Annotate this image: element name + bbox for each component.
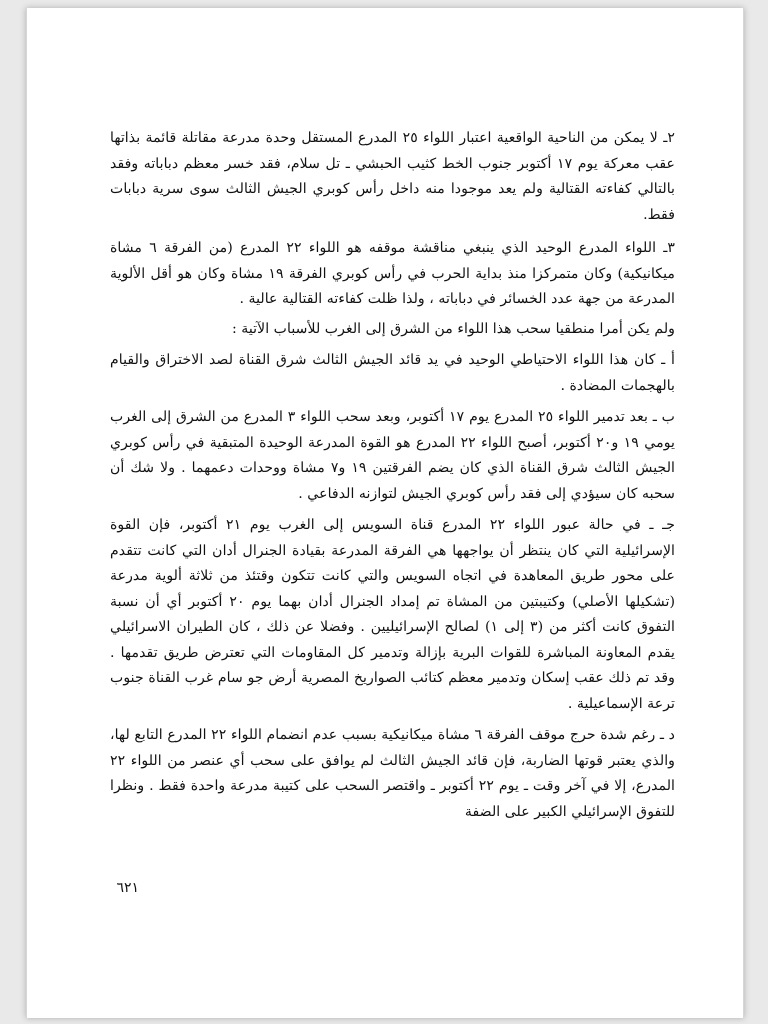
paragraph-reason-a: أ ـ كان هذا اللواء الاحتياطي الوحيد في يد قائد الجيش الثالث شرق القناة لصد الاختراق والقيام بالهجمات المضادة . [110, 352, 675, 394]
body-text [110, 126, 675, 829]
paragraph-point-2: ٢ـ لا يمكن من الناحية الواقعية اعتبار اللواء ٢٥ المدرع المستقل وحدة مدرعة مقاتلة قائمة بذاتها عقب معركة يوم ١٧ أكتوبر جنوب الخط كثيب الحبشي ـ تل سلام، فقد خسر معظم دباباته وفقد بالتالي كفاءته القتالية ولم يعد موجودا منه داخل رأس كوبري الجيش الثالث سوى سرية دبابات فقط. [110, 130, 675, 223]
paragraph-reason-d: د ـ رغم شدة حرج موقف الفرقة ٦ مشاة ميكانيكية بسبب عدم انضمام اللواء ٢٢ المدرع التابع لها، والذي يعتبر قوتها الضاربة، فإن قائد الجيش الثالث لم يوافق على سحب أي عنصر من اللواء ٢٢ المدرع، إلا في آخر وقت ـ يوم ٢٢ أكتوبر ـ واقتصر السحب على كتيبة مدرعة واحدة فقط . ونظرا للتفوق الإسرائيلي الكبير على الضفة [110, 727, 675, 820]
paragraph-reason-c: جـ ـ في حالة عبور اللواء ٢٢ المدرع قناة السويس إلى الغرب يوم ٢١ أكتوبر، فإن القوة الإسرائيلية التي كان ينتظر أن يواجهها هي الفرقة المدرعة بقيادة الجنرال أدان التي كانت تتقدم على محور طريق المعاهدة في اتجاه السويس والتي كانت تتكون وقتئذ من ثلاثة ألوية مدرعة (تشكيلها الأصلي) وكتيبتين من المشاة تم إمداد الجنرال أدان بهما يوم ٢٠ أكتوبر أي أن نسبة التفوق كانت أكثر من (٣ إلى ١) لصالح الإسرائيليين . وفضلا عن ذلك ، كان الطيران الاسرائيلي يقدم المعاونة المباشرة للقوات البرية بإزالة وتدمير كل المقاومات التي تعترض طريق تقدمها . وقد تم ذلك عقب إسكان وتدمير معظم كتائب الصواريخ المصرية أرض جو سام غرب القناة جنوب ترعة الإسماعيلية . [110, 517, 676, 712]
document-page [26, 8, 744, 1018]
paragraph-reasons-intro: ولم يكن أمرا منطقيا سحب هذا اللواء من الشرق إلى الغرب للأسباب الآتية : [231, 320, 675, 337]
page-number: ٦٢١ [116, 880, 139, 896]
paragraph-point-3: ٣ـ اللواء المدرع الوحيد الذي ينبغي مناقشة موقفه هو اللواء ٢٢ المدرع (من الفرقة ٦ مشاة ميكانيكية) وكان متمركزا منذ بداية الحرب في رأس كوبري الفرقة ١٩ مشاة وكان هو أقل الألوية المدرعة من جهة عدد الخسائر في دباباته ، ولذا ظلت كفاءته القتالية عالية . [110, 240, 675, 307]
paragraph-reason-b: ب ـ بعد تدمير اللواء ٢٥ المدرع يوم ١٧ أكتوبر، وبعد سحب اللواء ٣ المدرع من الشرق إلى الغرب يومي ١٩ و٢٠ أكتوبر، أصبح اللواء ٢٢ المدرع هو القوة المدرعة الوحيدة المتبقية في رأس كوبري الجيش الثالث شرق القناة الذي كان يضم الفرقتين ١٩ و٧ مشاة ووحدات دعمهما . ولا شك أن سحبه كان سيؤدي إلى فقد رأس كوبري الجيش لتوازنه الدفاعي . [110, 409, 676, 502]
